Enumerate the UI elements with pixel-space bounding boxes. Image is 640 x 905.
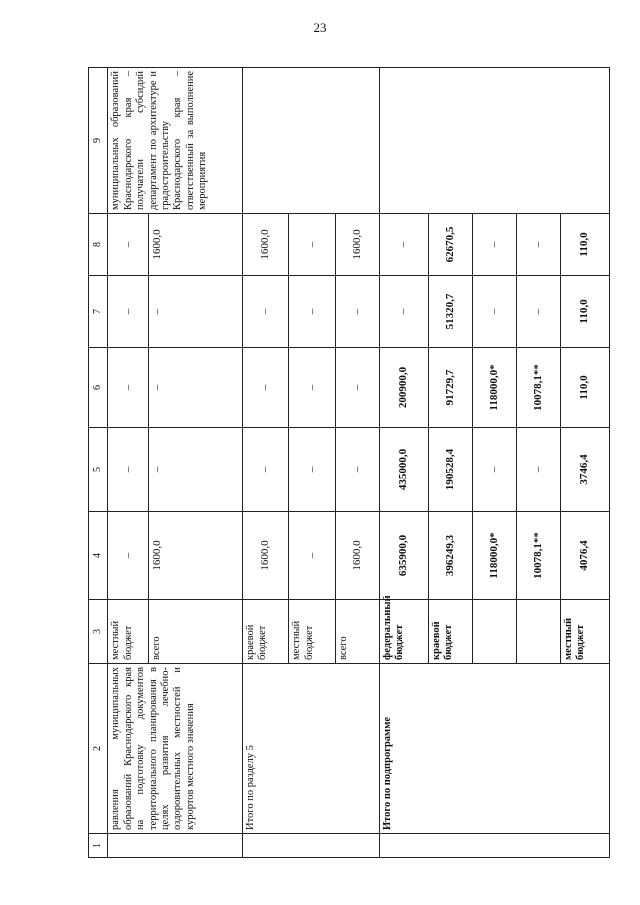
value-cell: – <box>472 276 516 348</box>
funding-source: краевой бюджет <box>428 600 472 664</box>
funding-source: федеральный бюджет <box>379 600 428 664</box>
budget-table <box>88 67 610 858</box>
header-cell: 4 <box>89 512 108 600</box>
value-cell: – <box>472 428 516 512</box>
value-cell: – <box>289 348 336 428</box>
value-cell: – <box>335 276 379 348</box>
header-cell: 7 <box>89 276 108 348</box>
value-cell: – <box>516 428 560 512</box>
value-cell: – <box>148 428 242 512</box>
value-cell: – <box>108 348 148 428</box>
header-cell: 3 <box>89 600 108 664</box>
value-cell: – <box>335 428 379 512</box>
funding-source: всего <box>148 600 242 664</box>
value-cell: 51320,7 <box>428 276 472 348</box>
value-cell: – <box>379 214 428 276</box>
value-cell: 91729,7 <box>428 348 472 428</box>
page-number: 23 <box>313 20 327 35</box>
header-cell: 9 <box>89 68 108 214</box>
measure-description: равления муниципальных образований Краснодарского края на подготовку документов территориального планирования в целях развития лечебно-оздоровительных местностей и курортов местного значения <box>108 664 242 834</box>
value-cell: 1600,0 <box>335 214 379 276</box>
executor-cell: муниципальных образований Краснодарского края – получатели субсидий департамент по архитектуре и градостроительству Краснодарского края – ответственный за выполнение мероприятия <box>108 68 242 214</box>
value-cell: – <box>289 214 336 276</box>
value-cell: – <box>242 276 289 348</box>
value-cell: 110,0 <box>560 214 609 276</box>
value-cell: 10078,1** <box>516 512 560 600</box>
value-cell: – <box>289 512 336 600</box>
value-cell: 1600,0 <box>335 512 379 600</box>
value-cell: – <box>472 214 516 276</box>
funding-source: местный бюджет <box>108 600 148 664</box>
section-total-label: Итого по разделу 5 <box>242 664 379 834</box>
value-cell: 62670,5 <box>428 214 472 276</box>
value-cell: 190528,4 <box>428 428 472 512</box>
funding-source: краевой бюджет <box>242 600 289 664</box>
value-cell: – <box>108 428 148 512</box>
value-cell: 118000,0* <box>472 348 516 428</box>
value-cell: 635900,0 <box>379 512 428 600</box>
value-cell: 435000,0 <box>379 428 428 512</box>
header-cell: 2 <box>89 664 108 834</box>
value-cell: 396249,3 <box>428 512 472 600</box>
funding-source: местный бюджет <box>289 600 336 664</box>
value-cell: 1600,0 <box>242 214 289 276</box>
value-cell: – <box>148 276 242 348</box>
header-row <box>89 68 108 858</box>
value-cell: 10078,1** <box>516 348 560 428</box>
program-total-label: Итого по подпрограмме <box>379 664 609 834</box>
table-row <box>242 68 289 858</box>
value-cell: – <box>289 428 336 512</box>
funding-source <box>472 600 516 664</box>
value-cell: 1600,0 <box>148 512 242 600</box>
value-cell: 110,0 <box>560 276 609 348</box>
table-row <box>108 68 148 858</box>
value-cell: – <box>379 276 428 348</box>
table-row <box>379 68 428 858</box>
header-cell: 6 <box>89 348 108 428</box>
header-cell: 5 <box>89 428 108 512</box>
value-cell: – <box>242 348 289 428</box>
value-cell: – <box>108 512 148 600</box>
value-cell: 1600,0 <box>148 214 242 276</box>
value-cell: 4076,4 <box>560 512 609 600</box>
value-cell: – <box>516 276 560 348</box>
value-cell: 1600,0 <box>242 512 289 600</box>
funding-source <box>516 600 560 664</box>
value-cell: – <box>242 428 289 512</box>
header-cell: 8 <box>89 214 108 276</box>
header-cell: 1 <box>89 834 108 858</box>
value-cell: 118000,0* <box>472 512 516 600</box>
value-cell: – <box>289 276 336 348</box>
value-cell: – <box>516 214 560 276</box>
value-cell: – <box>335 348 379 428</box>
value-cell: 110,0 <box>560 348 609 428</box>
table-frame <box>88 68 610 858</box>
value-cell: 200900,0 <box>379 348 428 428</box>
value-cell: 3746,4 <box>560 428 609 512</box>
funding-source: всего <box>335 600 379 664</box>
funding-source: местный бюджет <box>560 600 609 664</box>
value-cell: – <box>108 214 148 276</box>
value-cell: – <box>108 276 148 348</box>
value-cell: – <box>148 348 242 428</box>
